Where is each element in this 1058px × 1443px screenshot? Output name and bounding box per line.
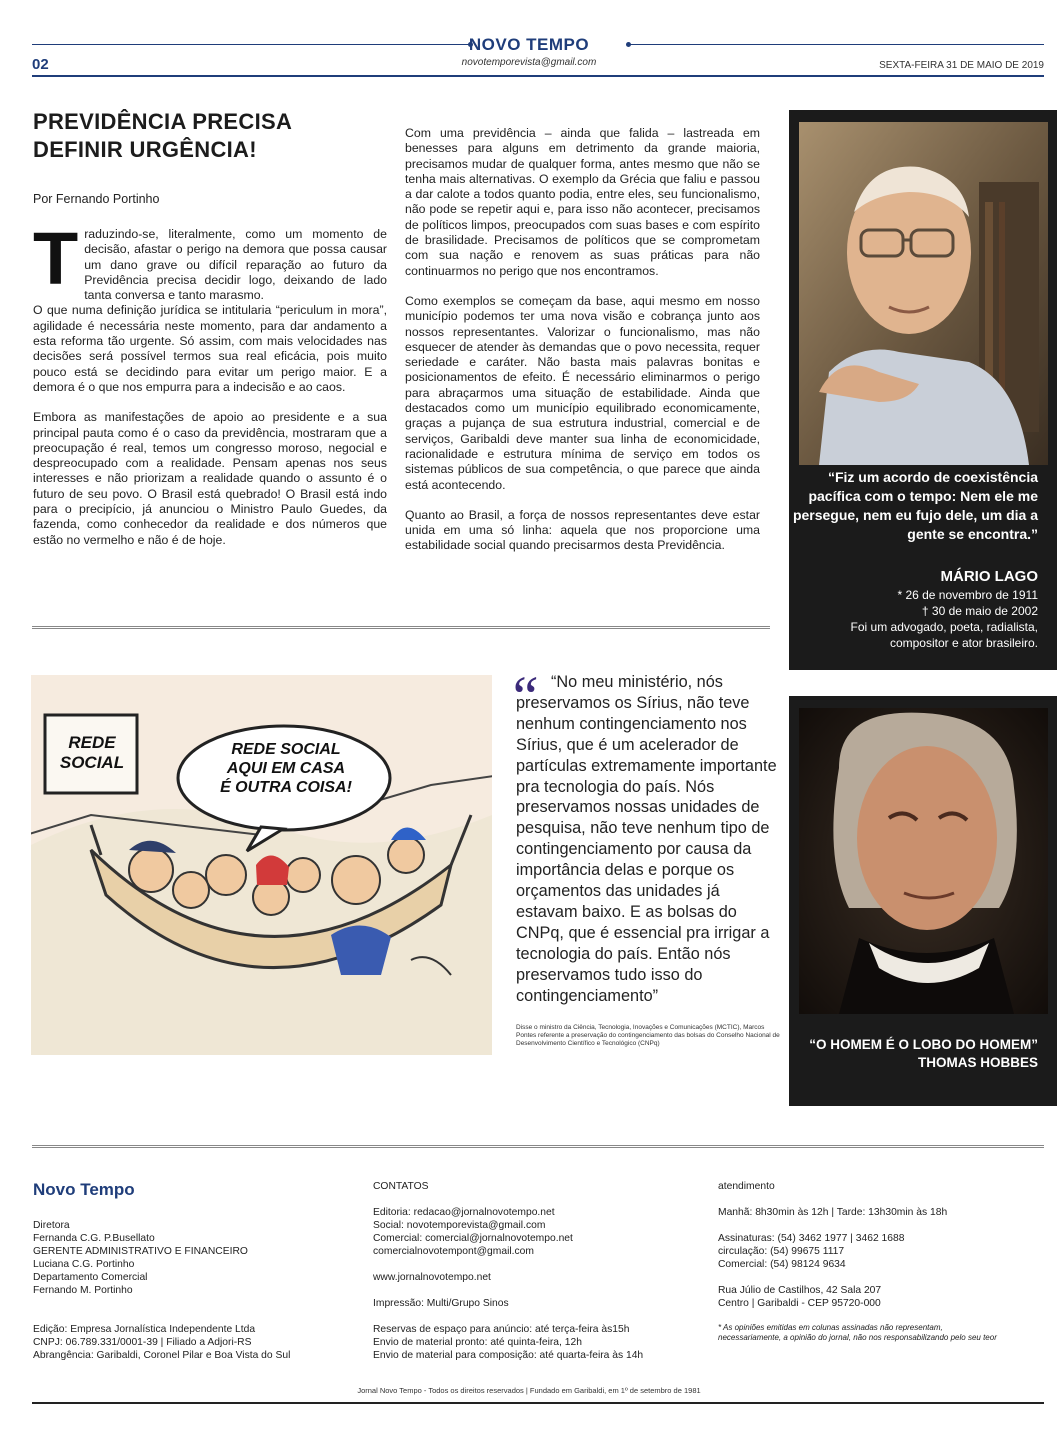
footer-line: Impressão: Multi/Grupo Sinos: [373, 1298, 509, 1309]
article-byline: Por Fernando Portinho: [33, 192, 160, 206]
footer-disclaimer: * As opiniões emitidas em colunas assinadas não representam,: [718, 1323, 943, 1332]
footer-contacts: [373, 1180, 693, 1362]
hobbes-quote: “O HOMEM É O LOBO DO HOMEM”: [809, 1037, 1038, 1052]
paragraph: Com uma previdência – ainda que falida – lastreada em benesses para alguns em detrimento da grande maioria, precisamos mudar de qualquer forma, antes mesmo que não se tenha mais alternativas. O exemplo da Grécia que faliu e passou a dar calote a todos quanto podia, entre eles, seu funcionalismo, não pode se repetir aqui e, para isso não acontecer, precisamos de políticos limpos, preocupados com suas bases e com espírito de brasilidade. Precisamos de políticos que se comprometam com sua nação e renovem as suas práticas para não continuarmos no perigo que nos encontramos.: [405, 126, 760, 278]
footer-website[interactable]: www.jornalnovotempo.net: [373, 1272, 491, 1283]
footer-line: Manhã: 8h30min às 12h | Tarde: 13h30min às 18h: [718, 1207, 948, 1218]
footer-line: CNPJ: 06.789.331/0001-39 | Filiado a Adjori-RS: [33, 1337, 252, 1348]
section-separator: [32, 626, 770, 630]
cartoon-bubble-line: É OUTRA COISA!: [220, 779, 352, 796]
masthead-email[interactable]: novotemporevista@gmail.com: [461, 57, 597, 68]
cartoon-bubble: [206, 740, 366, 797]
footer-staff: [33, 1219, 353, 1362]
footer-service: [718, 1180, 1048, 1343]
footer-line: Abrangência: Garibaldi, Coronel Pilar e Boa Vista do Sul: [33, 1350, 291, 1361]
cartoon-bubble-line: REDE SOCIAL: [231, 741, 341, 758]
mario-lago-quote: “Fiz um acordo de coexistência pacífica com o tempo: Nem ele me persegue, nem eu fujo dele, um dia a gente se encontra.”: [792, 469, 1038, 542]
paragraph: O que numa definição jurídica se intitularia “periculum in mora”, agilidade é necessária neste momento, para dar andamento a esta reforma tão urgente. Só assim, com mais velocidades nas decisões será possível termos sua real eficácia, pois muito pouco está se decidindo para evitar um perigo maior. E a demora é o que nos empurra para a indecisão e ao caos.: [33, 303, 387, 394]
hobbes-portrait: [799, 708, 1048, 1014]
headline-line: DEFINIR URGÊNCIA!: [33, 137, 257, 162]
footer-line: Fernanda C.G. P.Busellato: [33, 1233, 155, 1244]
mario-lago-photo: [799, 122, 1048, 465]
drop-cap: T: [33, 217, 79, 300]
footer-line: Comercial: (54) 98124 9634: [718, 1259, 846, 1270]
paragraph: Como exemplos se começam da base, aqui mesmo em nosso município podemos ter uma nova visão e cobrança junto aos nossos representantes. Valorizar o funcionalismo, mas não esquecer de atender às demandas que o povo necessita, requer seriedade e caráter. Não basta mais palavras bonitas e posicionamentos de efeito. É necessário eliminarmos o perigo para abraçarmos uma situação de estabilidade. Ainda que destacados como um município equilibrado economicamente, graças a pujança de sua estrutura industrial, comercial e de serviços, Garibaldi deve manter sua linha de economicidade, racionalidade e estrutura mínima de serviço em todos os sistemas públicos de sua competência, o que parece que ainda está acontecendo.: [405, 293, 760, 492]
cartoon-bubble-line: AQUI EM CASA: [226, 760, 346, 777]
mario-lago-bio: Foi um advogado, poeta, radialista, compositor e ator brasileiro.: [850, 620, 1038, 650]
headline-line: PREVIDÊNCIA PRECISA: [33, 109, 293, 134]
footer-line: Luciana C.G. Portinho: [33, 1259, 135, 1270]
footer-line[interactable]: comercialnovotempont@gmail.com: [373, 1246, 534, 1257]
footer-line[interactable]: Comercial: comercial@jornalnovotempo.net: [373, 1233, 573, 1244]
footer-heading: atendimento: [718, 1181, 775, 1192]
issue-date: SEXTA-FEIRA 31 DE MAIO DE 2019: [879, 60, 1044, 71]
footer-line: circulação: (54) 99675 1117: [718, 1246, 845, 1257]
hobbes-box: [789, 696, 1057, 1106]
header-bottom-rule: [32, 75, 1044, 77]
mario-lago-born: * 26 de novembro de 1911: [897, 588, 1038, 602]
footer-separator: [32, 1145, 1044, 1149]
footer-disclaimer: necessariamente, a opinião do jornal, não nos responsabilizando pelo seu teor: [718, 1333, 997, 1342]
footer-line: GERENTE ADMINISTRATIVO E FINANCEIRO: [33, 1246, 248, 1257]
page-number: 02: [32, 56, 49, 73]
footer-bottom-rule: [32, 1402, 1044, 1404]
footer-copyright: Jornal Novo Tempo - Todos os direitos reservados | Fundado em Garibaldi, em 1º de setembro de 1981: [357, 1386, 701, 1395]
footer-heading: CONTATOS: [373, 1181, 429, 1192]
mario-lago-died: † 30 de maio de 2002: [921, 604, 1038, 618]
footer-line[interactable]: Social: novotemporevista@gmail.com: [373, 1220, 546, 1231]
footer-line: Centro | Garibaldi - CEP 95720-000: [718, 1298, 881, 1309]
article-column-left: [33, 217, 387, 563]
mario-lago-name: MÁRIO LAGO: [940, 568, 1038, 585]
paragraph: Embora as manifestações de apoio ao presidente e a sua principal pauta como é o caso da previdência, mostraram que a preocupação é real, temos um congresso moroso, negocial e despreocupado com a realidade. Pensam apenas nos seus interesses e não priorizam a realidade quando o assunto é o futuro de seu povo. O Brasil está quebrado! O Brasil está indo para o precipício, já anunciou o Ministro Paulo Guedes, da fazenda, como conhecedor da realidade e dos números que estão no vermelho e não é de hoje.: [33, 410, 387, 547]
quote-mark-icon: “: [507, 664, 540, 729]
hobbes-name: THOMAS HOBBES: [917, 1055, 1038, 1070]
footer-line: Reservas de espaço para anúncio: até terça-feira às15h: [373, 1324, 630, 1335]
footer-line: Diretora: [33, 1220, 70, 1231]
paragraph: raduzindo-se, literalmente, como um momento de decisão, afastar o perigo na demora que possa causar um dano grave ou difícil reparação ao futuro da Previdência precisa decidir logo, deixando de lado tanta conversa e tanto marasmo.: [84, 227, 387, 303]
cartoon-illustration: [31, 675, 492, 1055]
footer-line: Envio de material pronto: até quinta-feira, 12h: [373, 1337, 582, 1348]
footer-line: Envio de material para composição: até quarta-feira às 14h: [373, 1350, 644, 1361]
article-column-right: [405, 126, 760, 569]
footer-line: Fernando M. Portinho: [33, 1285, 133, 1296]
footer-brand: Novo Tempo: [33, 1180, 135, 1199]
article-headline: [33, 108, 353, 164]
footer-line: Edição: Empresa Jornalística Independente Ltda: [33, 1324, 256, 1335]
masthead-brand: NOVO TEMPO: [468, 35, 590, 54]
footer-line[interactable]: Editoria: redacao@jornalnovotempo.net: [373, 1207, 555, 1218]
minister-quote: “No meu ministério, nós preservamos os Sírius, não teve nenhum contingenciamento nos Sírius, que é um acelerador de partículas extremamente importante pra tecnologia do país. Nós preservamos nossas unidades de pesquisa, não teve nenhum tipo de contingenciamento por causa da importância delas e porque os orçamentos das unidades já estavam baixo. E as bolsas do CNPq, que é essencial pra irrigar a tecnologia do país. Então nós preservamos tudo isso do contingenciamento”: [516, 673, 777, 1005]
minister-quote-source: Disse o ministro da Ciência, Tecnologia, Inovações e Comunicações (MCTIC), Marcos Pontes referente a preservação do contingenciamento das bolsas do Conselho Nacional de Desenvolvimento Científico e Tecnológico (CNPq): [516, 1024, 780, 1047]
mario-lago-box: [789, 110, 1057, 670]
paragraph: Quanto ao Brasil, a força de nossos representantes deve estar unida em uma só linha: aquela que nos proporcione uma estabilidade social quando precisarmos desta Previdência.: [405, 507, 760, 553]
footer-line: Departamento Comercial: [33, 1272, 148, 1283]
footer-line: Assinaturas: (54) 3462 1977 | 3462 1688: [718, 1233, 905, 1244]
footer-line: Rua Júlio de Castilhos, 42 Sala 207: [718, 1285, 882, 1296]
cartoon-sign-text: REDE SOCIAL: [59, 733, 125, 772]
